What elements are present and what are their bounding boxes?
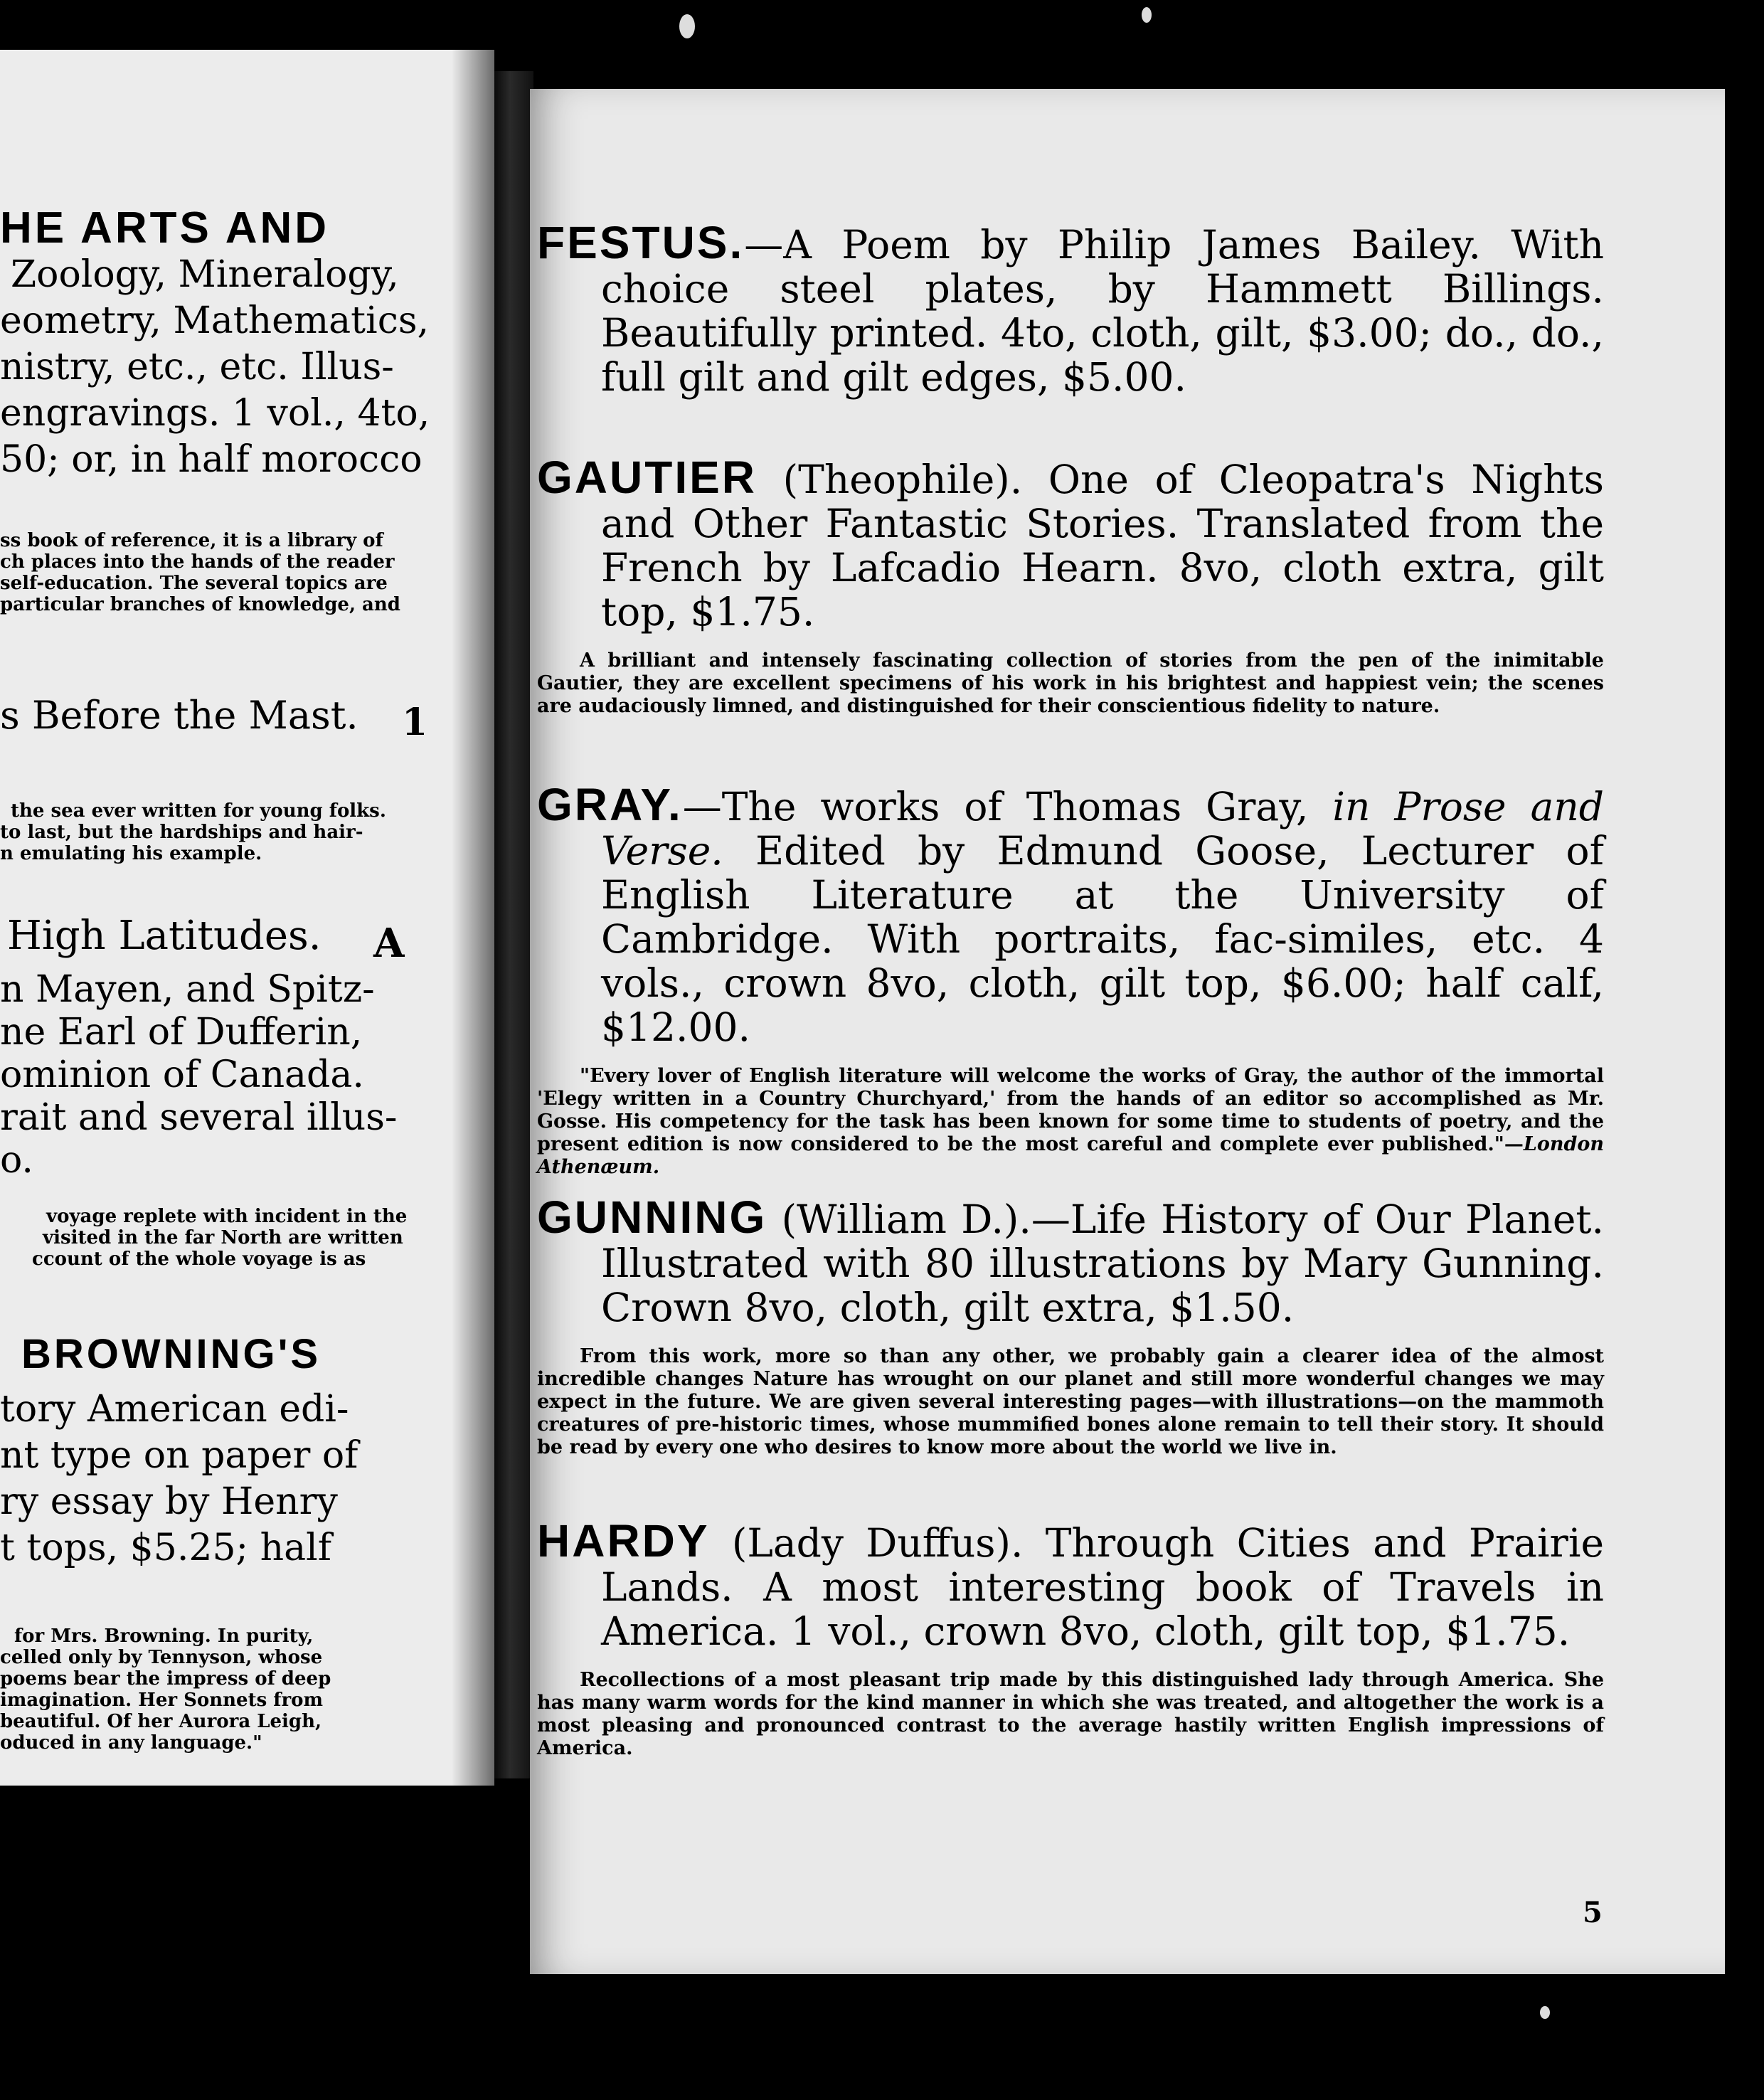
left-desc-line: beautiful. Of her Aurora Leigh, [0,1711,322,1732]
entry-body: Edited by Edmund Goose, Lecturer of English Literature at the University of Cambridge. With portraits, fac-similes, etc. 4 vols., crown 8vo, cloth, gilt top, $6.00; half calf, $12.00. [601,828,1604,1050]
left-text-line: 50; or, in half morocco [0,438,423,481]
entry-body: —The works of Thomas Gray, [682,784,1333,829]
left-desc-line: ch places into the hands of the reader [0,551,395,573]
scan-speck [1142,7,1152,23]
left-text-line: ne Earl of Dufferin, [0,1011,363,1054]
entry-keyword: GUNNING [537,1192,767,1243]
left-text-line: 1 [402,701,428,744]
entry-keyword: GAUTIER [537,452,757,503]
left-text-line: rait and several illus- [0,1096,398,1139]
page-gutter-shadow [452,50,494,1786]
left-desc-line: n emulating his example. [0,843,262,864]
entry-description: A brilliant and intensely fascinating collection of stories from the pen of the inimitable Gautier, they are excellent specimens of his work in his brightest and happiest vein; the scenes are audaciously limned, and distinguished for their conscientious fidelity to nature. [537,649,1604,717]
entry-body: (Theophile). One of Cleopatra's Nights and Other Fantastic Stories. Translated from the French by Lafcadio Hearn. 8vo, cloth extra, gilt top, $1.75. [601,457,1604,635]
left-desc-line: ss book of reference, it is a library of [0,530,383,551]
entry-body: —A Poem by Philip James Bailey. With choice steel plates, by Hammett Billings. Beautifully printed. 4to, cloth, gilt, $3.00; do., do., full gilt and gilt edges, $5.00. [601,222,1604,400]
entry-body: (William D.).—Life History of Our Planet. Illustrated with 80 illustrations by Mary Gunning. Crown 8vo, cloth, gilt extra, $1.50. [601,1197,1604,1330]
entry-gray [537,779,1604,1179]
left-text-line: nistry, etc., etc. Illus- [0,346,394,388]
entry-description [537,1065,1604,1179]
left-desc-line: particular branches of knowledge, and [0,594,400,615]
entry-hardy [537,1515,1604,1760]
page-number: 5 [1583,1896,1603,1929]
left-desc-line: to last, but the hardships and hair- [0,822,363,843]
entry-main-text [537,1515,1604,1654]
left-desc-line: oduced in any language." [0,1732,262,1754]
entry-quote-source: London Athenæum. [537,1133,1604,1178]
left-heading-arts: HE ARTS AND [0,203,330,253]
left-desc-line: voyage replete with incident in the [46,1206,408,1227]
left-desc-line: visited in the far North are written [43,1227,403,1248]
left-desc-line: the sea ever written for young folks. [11,800,386,822]
entry-keyword: HARDY [537,1515,710,1566]
left-text-line: eometry, Mathematics, [0,299,430,342]
left-desc-line: poems bear the impress of deep [0,1668,331,1690]
left-desc-line: celled only by Tennyson, whose [0,1647,323,1668]
left-text-line: ominion of Canada. [0,1054,364,1096]
left-text-line: engravings. 1 vol., 4to, [0,392,430,435]
left-text-line: ry essay by Henry [0,1480,338,1523]
left-text-line: A [373,920,405,967]
entry-main-text [537,217,1604,400]
entry-title-italic: in Prose and Verse. [601,784,1604,874]
entry-main-text [537,452,1604,635]
left-text-line: High Latitudes. [7,913,322,959]
left-desc-line: imagination. Her Sonnets from [0,1690,324,1711]
left-text-line: tory American edi- [0,1388,349,1431]
entry-description: From this work, more so than any other, we probably gain a clearer idea of the almost incredible changes Nature has wrought on our planet and still more wonderful changes we may expect in the future. We are given several interesting pages—with illustrations—on the mammoth creatures of pre-historic times, whose mummified bones alone remain to tell their story. It should be read by every one who desires to know more about the world we live in. [537,1345,1604,1458]
left-heading-browning: BROWNING'S [21,1331,322,1377]
left-desc-line: ccount of the whole voyage is as [32,1248,366,1270]
left-text-line: Zoology, Mineralogy, [11,253,399,296]
entry-body: (Lady Duffus). Through Cities and Prairie Lands. A most interesting book of Travels in America. 1 vol., crown 8vo, cloth, gilt top, $1.75. [601,1520,1604,1654]
entry-main-text [537,1192,1604,1330]
left-desc-line: self-education. The several topics are [0,573,388,594]
entry-festus [537,217,1604,400]
right-page [530,89,1725,1974]
entry-description: Recollections of a most pleasant trip made by this distinguished lady through America. She has many warm words for the kind manner in which she was treated, and altogether the work is a most pleasing and pronounced contrast to the average hastily written English impressions of America. [537,1669,1604,1759]
left-page [0,50,494,1786]
entry-keyword: FESTUS. [537,217,745,268]
scan-speck [1540,2006,1550,2019]
entry-main-text [537,779,1604,1050]
left-desc-line: for Mrs. Browning. In purity, [14,1626,314,1647]
entry-gunning [537,1192,1604,1459]
entry-quote: "Every lover of English literature will welcome the works of Gray, the author of the immortal 'Elegy written in a Country Churchyard,' from the hands of an editor so accomplished as Mr. Gosse. His competency for the task has been known for some time to students of poetry, and the present edition is now considered to be the most careful and complete ever published."— [537,1065,1604,1155]
left-text-line: s Before the Mast. [0,693,358,738]
scan-speck [679,14,695,38]
book-spine [494,71,533,1778]
entry-keyword: GRAY. [537,779,683,830]
left-text-line: n Mayen, and Spitz- [0,968,375,1011]
left-text-line: o. [0,1139,33,1182]
left-text-line: nt type on paper of [0,1434,358,1477]
left-text-line: t tops, $5.25; half [0,1527,331,1569]
entry-gautier [537,452,1604,718]
